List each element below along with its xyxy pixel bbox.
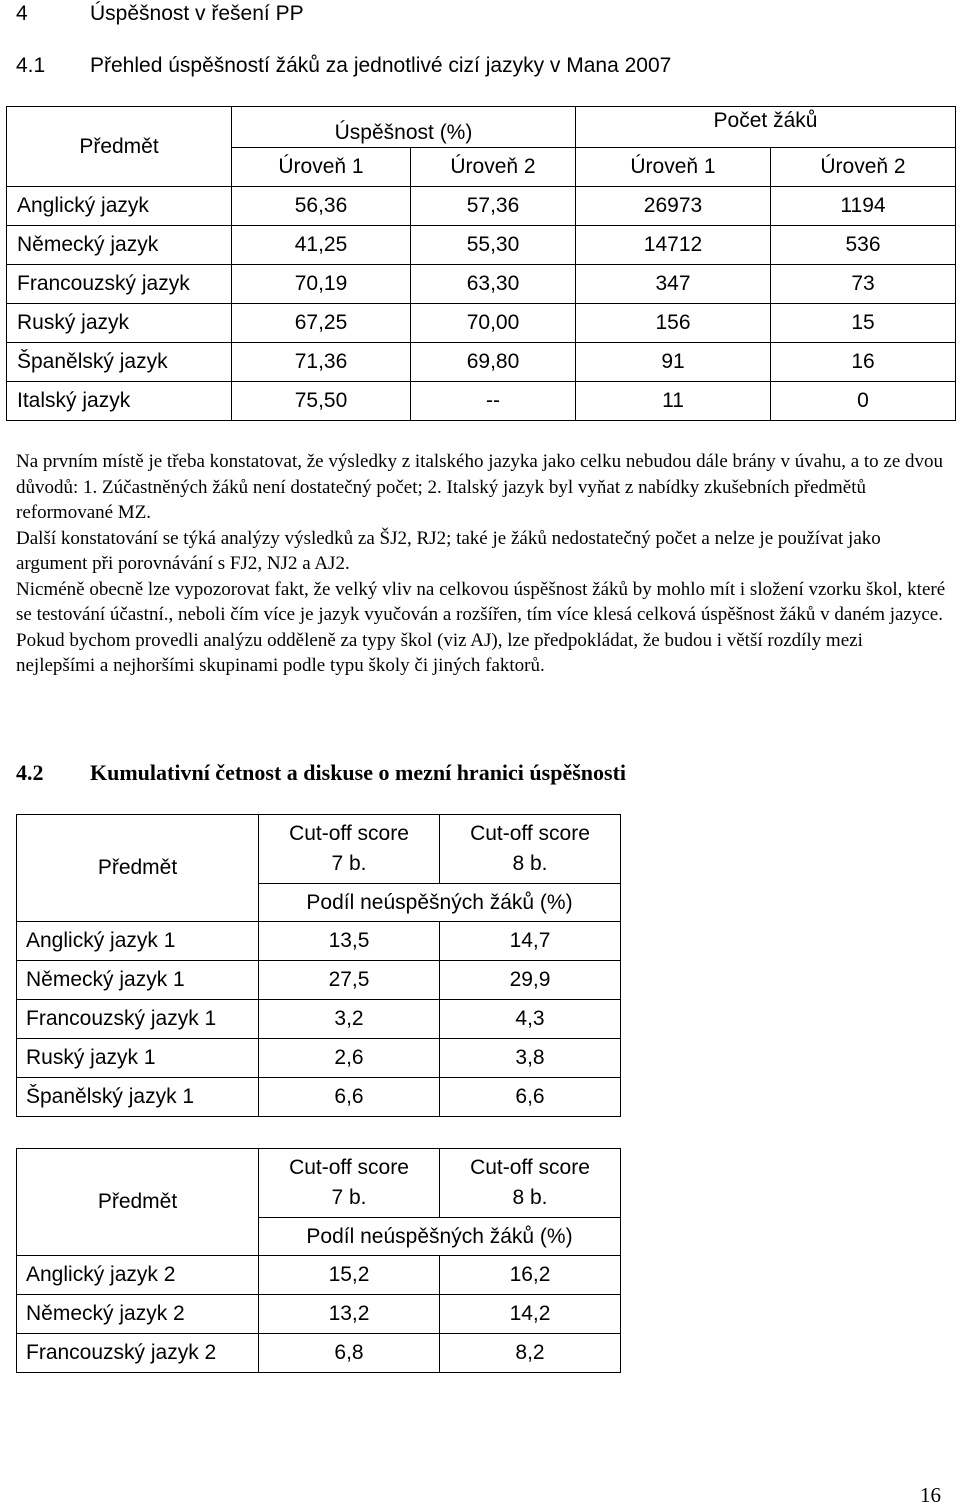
row-cut7: 6,6 [259,1078,440,1117]
row-subject: Anglický jazyk [7,187,232,226]
row-subject: Německý jazyk [7,226,232,265]
header-cut8-line1: Cut-off score [470,822,590,845]
row-cut8: 4,3 [440,1000,621,1039]
row-count-1: 91 [576,343,771,382]
row-count-1: 26973 [576,187,771,226]
row-success-1: 75,50 [232,382,411,421]
row-success-1: 71,36 [232,343,411,382]
header-success-level2: Úroveň 2 [411,148,576,187]
table-row [17,961,621,1000]
header-cut7-line2: 7 b. [331,852,367,875]
row-success-2: 63,30 [411,265,576,304]
paragraph: Na prvním místě je třeba konstatovat, že výsledky z italského jazyka jako celku nebudou dále brány v úvahu, a to ze dvou důvodů: 1. Zúčastněných žáků není dostatečný počet; 2. Italský jazyk byl vyňat z nabídky zkušebních předmětů reformované MZ. [16,451,944,523]
row-subject: Španělský jazyk 1 [17,1078,259,1117]
header-cut7-line1: Cut-off score [289,822,409,845]
header-subject: Předmět [7,107,232,187]
row-success-2: 69,80 [411,343,576,382]
row-cut8: 14,2 [440,1295,621,1334]
row-cut8: 3,8 [440,1039,621,1078]
row-count-2: 1194 [771,187,956,226]
table-row [17,1000,621,1039]
row-count-2: 536 [771,226,956,265]
row-success-2: -- [411,382,576,421]
row-subject: Francouzský jazyk [7,265,232,304]
row-cut7: 3,2 [259,1000,440,1039]
row-cut8: 29,9 [440,961,621,1000]
header-cut7 [259,815,440,884]
subsection-number: 4.2 [16,760,44,785]
row-success-1: 67,25 [232,304,411,343]
row-count-2: 15 [771,304,956,343]
row-success-2: 55,30 [411,226,576,265]
header-subject: Předmět [17,1149,259,1256]
row-count-1: 156 [576,304,771,343]
row-subject: Francouzský jazyk 2 [17,1334,259,1373]
header-cut8-line2: 8 b. [512,1186,548,1209]
row-cut8: 8,2 [440,1334,621,1373]
table-row [17,1256,621,1295]
row-subject: Ruský jazyk 1 [17,1039,259,1078]
cutoff-table-level1 [16,814,621,1117]
table-row [7,265,956,304]
header-count-level1: Úroveň 1 [576,148,771,187]
row-count-1: 14712 [576,226,771,265]
paragraph: Další konstatování se týká analýzy výsledků za ŠJ2, RJ2; také je žáků nedostatečný počet a nelze je používat jako argument při porovnávání s FJ2, NJ2 a AJ2. [16,527,881,574]
subsection-title: Přehled úspěšností žáků za jednotlivé cizí jazyky v Mana 2007 [90,54,672,77]
header-cut8 [440,1149,621,1218]
row-cut7: 27,5 [259,961,440,1000]
header-fail-share: Podíl neúspěšných žáků (%) [259,884,621,922]
header-cut7 [259,1149,440,1218]
header-cut8 [440,815,621,884]
header-cut7-line2: 7 b. [331,1186,367,1209]
section-heading [16,2,304,26]
row-count-2: 0 [771,382,956,421]
table-row [17,922,621,961]
row-subject: Německý jazyk 2 [17,1295,259,1334]
table-row [17,1078,621,1117]
row-cut7: 2,6 [259,1039,440,1078]
row-cut7: 15,2 [259,1256,440,1295]
table-row [17,1334,621,1373]
section-number: 4 [16,2,28,25]
row-subject: Francouzský jazyk 1 [17,1000,259,1039]
subsection-heading [16,760,626,786]
row-count-2: 16 [771,343,956,382]
row-subject: Italský jazyk [7,382,232,421]
row-cut8: 14,7 [440,922,621,961]
row-cut7: 6,8 [259,1334,440,1373]
table-row [17,1039,621,1078]
row-subject: Španělský jazyk [7,343,232,382]
row-cut8: 6,6 [440,1078,621,1117]
header-cut8-line1: Cut-off score [470,1156,590,1179]
row-success-2: 57,36 [411,187,576,226]
row-cut8: 16,2 [440,1256,621,1295]
subsection-title: Kumulativní četnost a diskuse o mezní hranici úspěšnosti [90,760,627,785]
subsection-number: 4.1 [16,54,46,77]
page-number: 16 [920,1483,941,1507]
paragraph: Nicméně obecně lze vypozorovat fakt, že velký vliv na celkovou úspěšnost žáků by mohlo mít i složení vzorku škol, které se testování účastní., neboli čím více je jazyk vyučován a rozšířen, tím více klesá celková úspěšnost žáků v daném jazyce. Pokud bychom provedli analýzu odděleně za typy škol (viz AJ), lze předpokládat, že budou i větší rozdíly mezi nejlepšími a nejhoršími skupinami podle typu školy či jiných faktorů. [16,578,946,676]
row-success-1: 70,19 [232,265,411,304]
cutoff-table-level2 [16,1148,621,1373]
table-row [7,382,956,421]
table-row [7,343,956,382]
header-subject: Předmět [17,815,259,922]
table-row [17,1295,621,1334]
subsection-heading [16,54,671,78]
header-cut7-line1: Cut-off score [289,1156,409,1179]
row-count-2: 73 [771,265,956,304]
row-success-2: 70,00 [411,304,576,343]
row-count-1: 11 [576,382,771,421]
header-success-level1: Úroveň 1 [232,148,411,187]
row-cut7: 13,2 [259,1295,440,1334]
row-count-1: 347 [576,265,771,304]
row-subject: Anglický jazyk 2 [17,1256,259,1295]
row-subject: Ruský jazyk [7,304,232,343]
table-row [7,187,956,226]
row-subject: Německý jazyk 1 [17,961,259,1000]
row-cut7: 13,5 [259,922,440,961]
header-success: Úspěšnost (%) [232,107,576,148]
table-row [7,226,956,265]
body-text [16,449,946,679]
header-count: Počet žáků [576,107,956,148]
row-success-1: 56,36 [232,187,411,226]
header-cut8-line2: 8 b. [512,852,548,875]
success-table [6,106,956,421]
header-fail-share: Podíl neúspěšných žáků (%) [259,1218,621,1256]
section-title: Úspěšnost v řešení PP [90,2,304,25]
table-row [7,304,956,343]
row-subject: Anglický jazyk 1 [17,922,259,961]
header-count-level2: Úroveň 2 [771,148,956,187]
row-success-1: 41,25 [232,226,411,265]
